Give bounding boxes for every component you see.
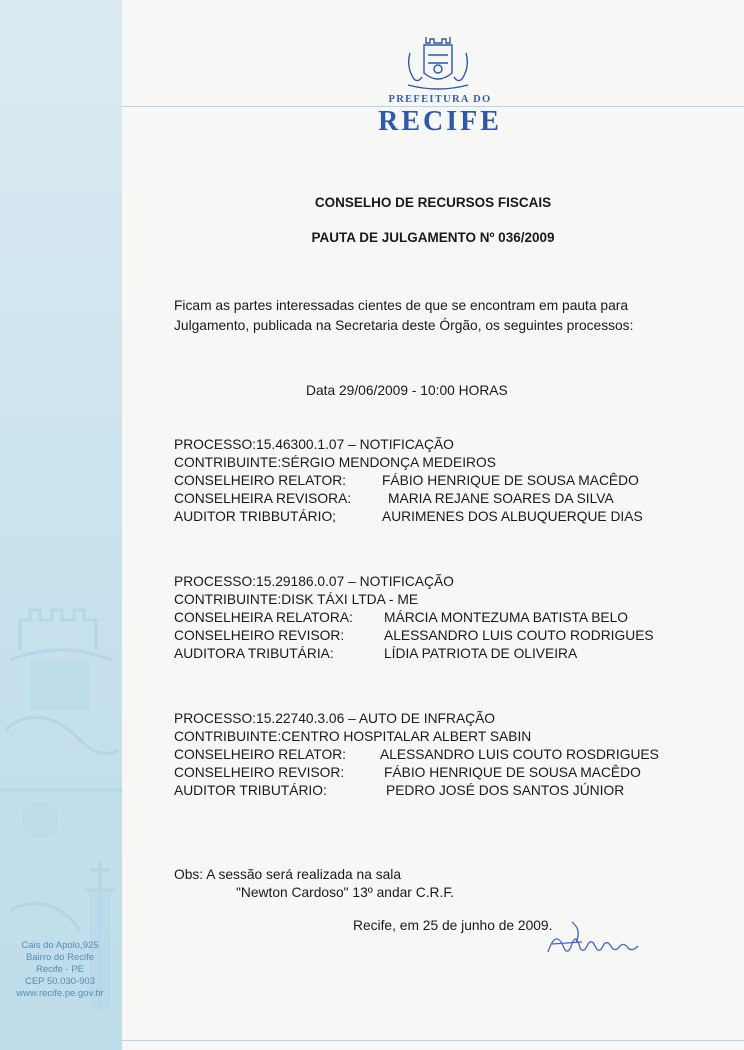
- handwritten-signature-icon: [542, 918, 652, 960]
- relator-label: CONSELHEIRA RELATORA:: [174, 610, 353, 625]
- intro-line: Ficam as partes interessadas cientes de que se encontram em pauta para: [174, 298, 629, 313]
- auditor-name: LÍDIA PATRIOTA DE OLIVEIRA: [384, 646, 578, 661]
- obs-line: Obs: A sessão será realizada na sala: [174, 867, 402, 882]
- contribuinte: CONTRIBUINTE:DISK TÁXI LTDA - ME: [174, 592, 419, 607]
- footer-divider: [122, 1040, 744, 1041]
- auditor-label: AUDITOR TRIBBUTÁRIO;: [174, 509, 337, 524]
- relator-label: CONSELHEIRO RELATOR:: [174, 473, 346, 488]
- council-title: CONSELHO DE RECURSOS FISCAIS: [314, 195, 552, 210]
- auditor-label: AUDITOR TRIBUTÁRIO:: [174, 783, 327, 798]
- process-block: [174, 436, 714, 526]
- relator-name: MÁRCIA MONTEZUMA BATISTA BELO: [384, 610, 629, 625]
- revisor-name: MARIA REJANE SOARES DA SILVA: [388, 491, 614, 506]
- process-block: [174, 573, 714, 663]
- obs-room: "Newton Cardoso" 13º andar C.R.F.: [236, 885, 455, 900]
- agenda-title: PAUTA DE JULGAMENTO Nº 036/2009: [311, 230, 555, 245]
- address-line: Recife - PE: [35, 964, 85, 975]
- observation: [174, 866, 454, 902]
- auditor-label: AUDITORA TRIBUTÁRIA:: [174, 646, 334, 661]
- prefeitura-label: PREFEITURA DO: [388, 94, 492, 105]
- place-date: Recife, em 25 de junho de 2009.: [353, 918, 553, 933]
- contribuinte: CONTRIBUINTE:CENTRO HOSPITALAR ALBERT SABIN: [174, 729, 532, 744]
- address-line: Cais do Apolo,925: [21, 940, 99, 951]
- coat-of-arms-icon: [400, 33, 476, 93]
- address-block: [10, 940, 110, 1000]
- contribuinte: CONTRIBUINTE:SÉRGIO MENDONÇA MEDEIROS: [174, 455, 496, 470]
- revisor-label: CONSELHEIRO REVISOR:: [174, 765, 345, 780]
- address-line: Bairro do Recife: [25, 952, 95, 963]
- revisor-label: CONSELHEIRA REVISORA:: [174, 491, 352, 506]
- address-line: CEP 50.030-903: [24, 976, 96, 987]
- relator-name: FÁBIO HENRIQUE DE SOUSA MACÊDO: [382, 473, 639, 488]
- auditor-name: AURIMENES DOS ALBUQUERQUE DIAS: [382, 509, 643, 524]
- session-date: Data 29/06/2009 - 10:00 HORAS: [306, 383, 508, 398]
- process-number: PROCESSO:15.46300.1.07 – NOTIFICAÇÃO: [174, 437, 454, 452]
- process-number: PROCESSO:15.29186.0.07 – NOTIFICAÇÃO: [174, 574, 454, 589]
- intro-paragraph: [174, 296, 694, 336]
- address-website: www.recife.pe.gov.br: [16, 988, 104, 999]
- revisor-name: FÁBIO HENRIQUE DE SOUSA MACÊDO: [384, 765, 641, 780]
- relator-name: ALESSANDRO LUIS COUTO ROSDRIGUES: [380, 747, 659, 762]
- intro-line: Julgamento, publicada na Secretaria deste Órgão, os seguintes processos:: [174, 318, 634, 333]
- revisor-name: ALESSANDRO LUIS COUTO RODRIGUES: [384, 628, 654, 643]
- process-block: [174, 710, 714, 800]
- relator-label: CONSELHEIRO RELATOR:: [174, 747, 346, 762]
- sidebar-band: [0, 0, 122, 1050]
- auditor-name: PEDRO JOSÉ DOS SANTOS JÚNIOR: [386, 783, 625, 798]
- revisor-label: CONSELHEIRO REVISOR:: [174, 628, 345, 643]
- process-number: PROCESSO:15.22740.3.06 – AUTO DE INFRAÇÃO: [174, 711, 496, 726]
- city-name: RECIFE: [378, 106, 502, 137]
